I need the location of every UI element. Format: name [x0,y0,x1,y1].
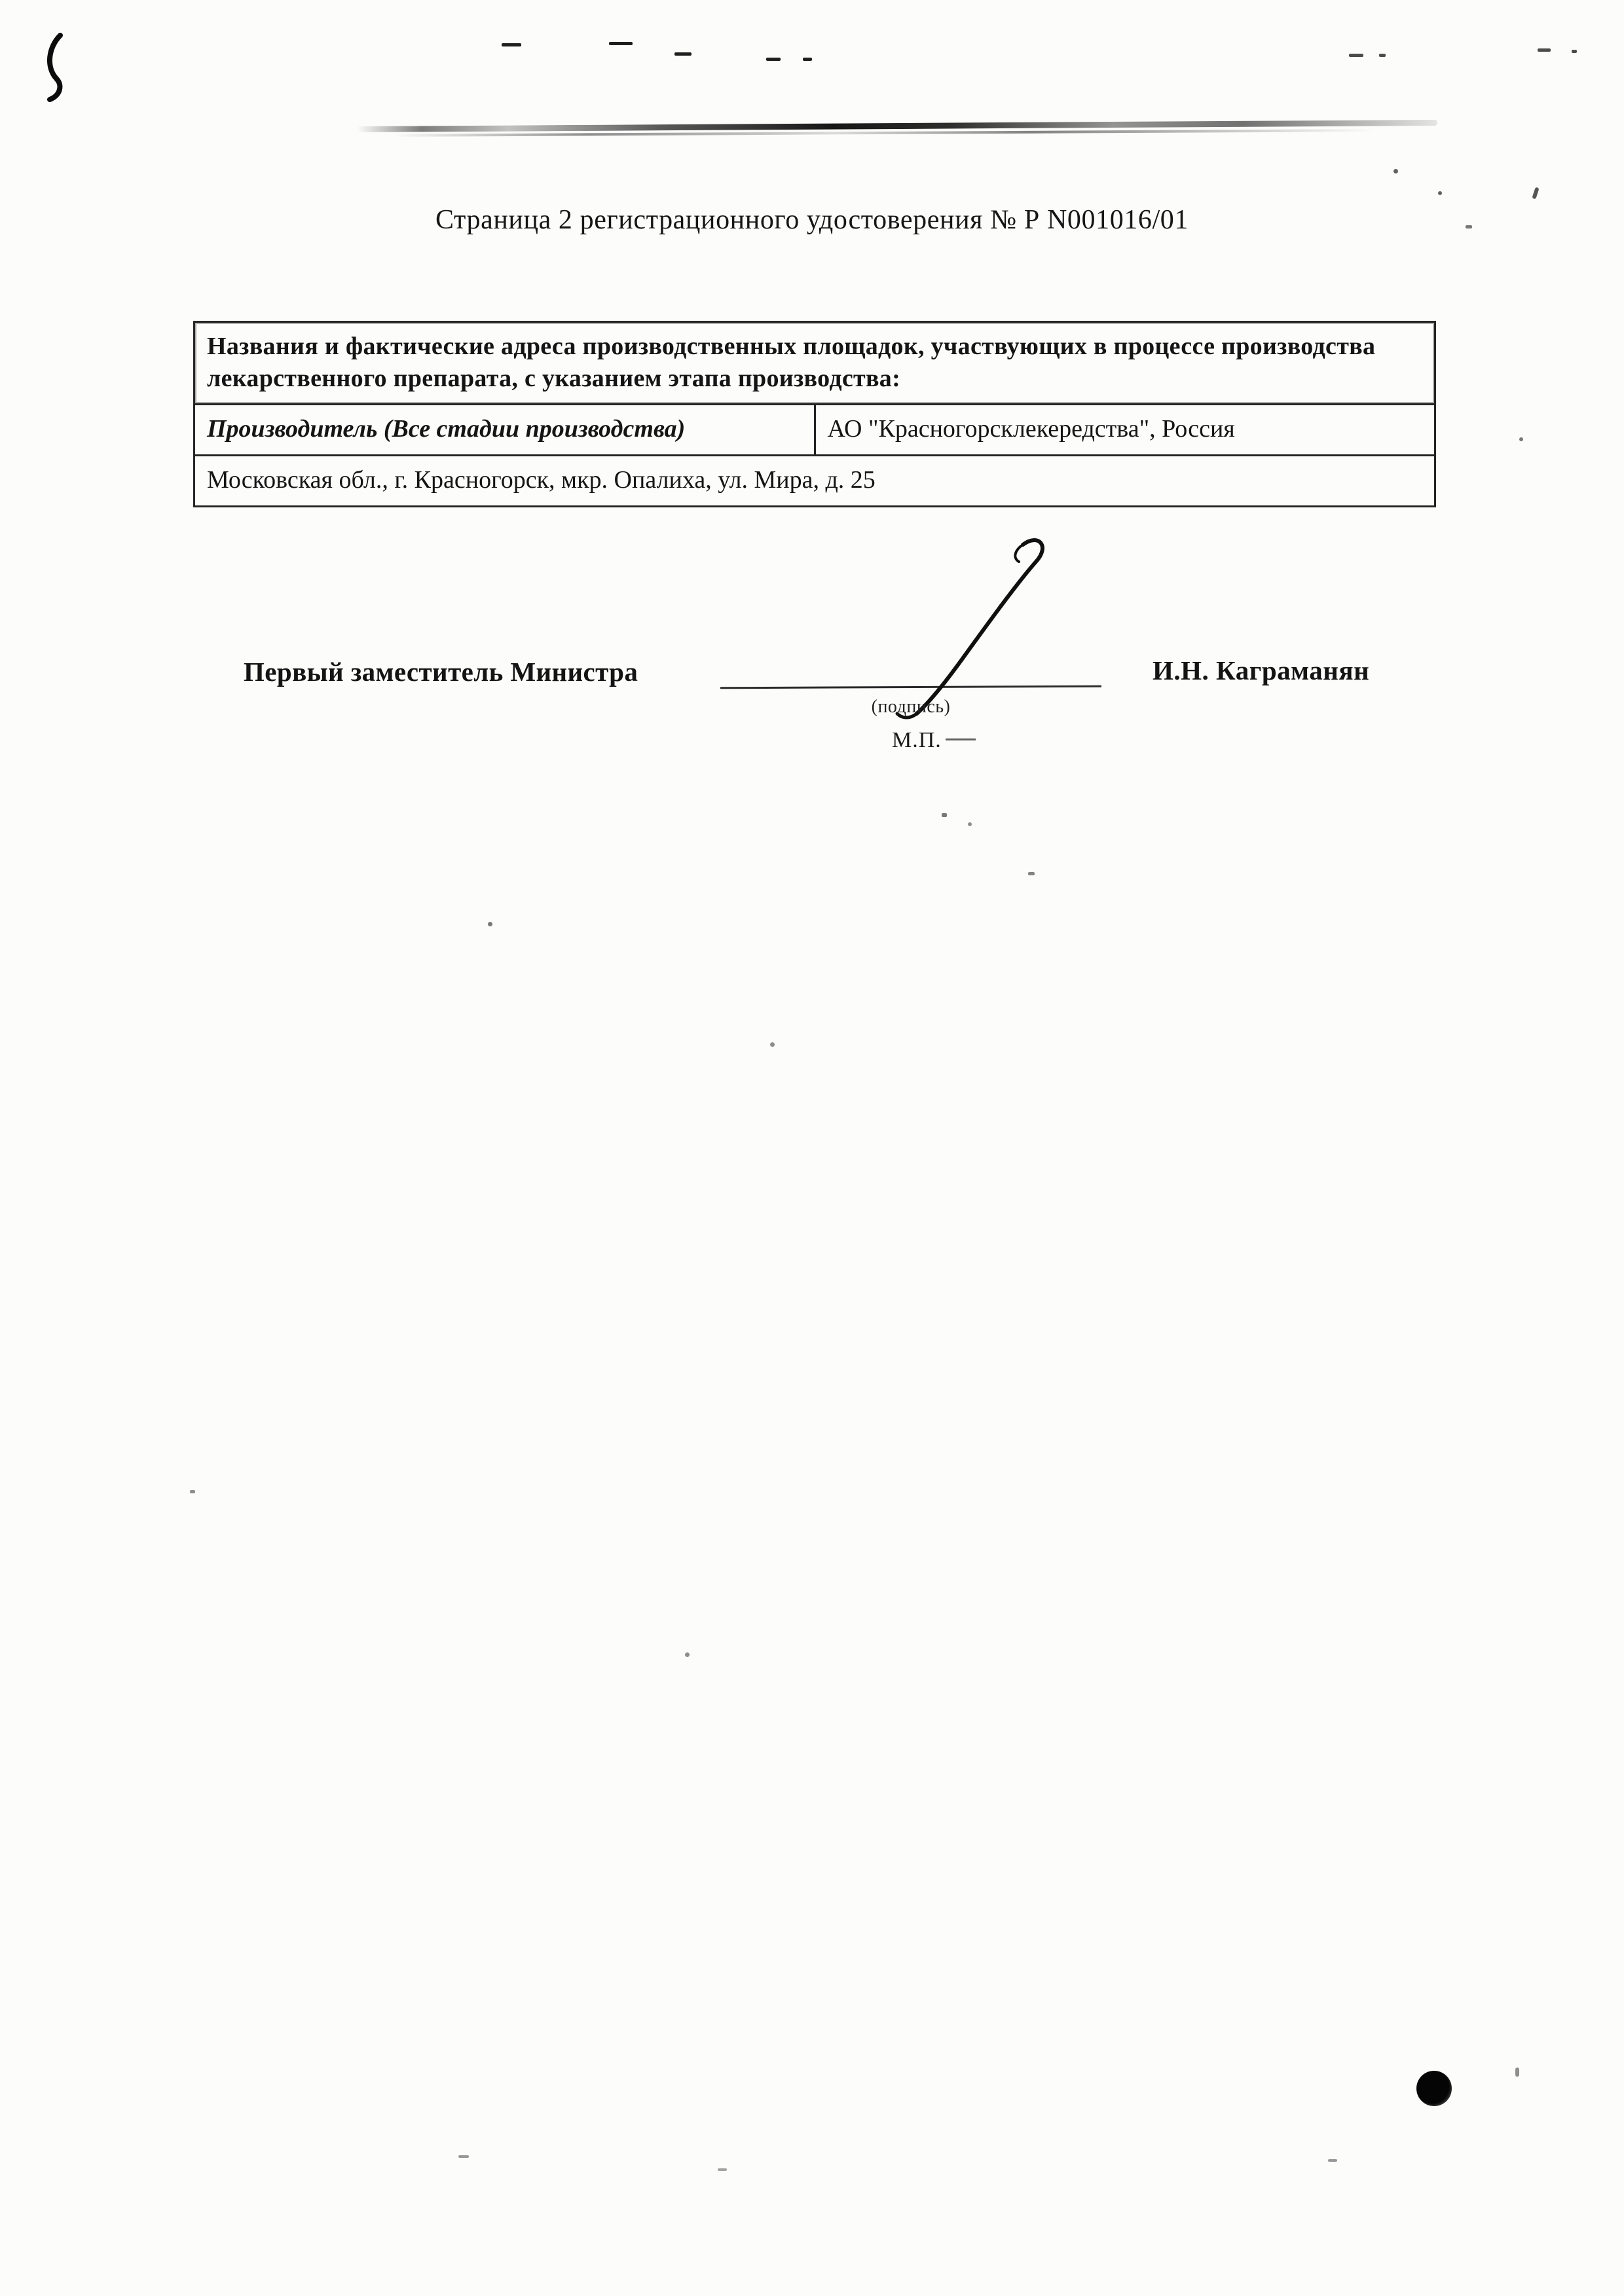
scan-speck [458,2155,469,2158]
scan-speck [718,2168,727,2171]
scan-speck [1572,50,1577,53]
scan-speck [803,58,812,61]
table-row [194,455,1435,506]
producer-address-cell: Московская обл., г. Красногорск, мкр. Опалиха, ул. Мира, д. 25 [194,455,1435,506]
table-header-cell: Названия и фактические адреса производственных площадок, участвующих в процессе производства лекарственного препарата, с указанием этапа производства: [194,322,1435,405]
signatory-role-label: Первый заместитель Министра [244,657,638,687]
scan-speck [1028,872,1035,875]
scan-speck [1519,437,1523,441]
scan-speck [488,922,492,926]
scan-speck [1393,169,1398,173]
scan-speck [1349,54,1363,57]
scan-ink-hook-mark [38,31,84,103]
scan-speck [766,58,781,61]
scan-speck [1379,54,1386,57]
scan-speck [1532,187,1539,200]
scan-speck [609,42,633,45]
scan-speck [190,1490,195,1493]
scan-speck [1328,2159,1337,2162]
scan-speck [685,1652,690,1657]
scan-speck [502,43,521,46]
producer-label-cell: Производитель (Все стадии производства) [194,405,815,456]
scan-speck [770,1042,775,1047]
scan-speck [1515,2068,1519,2077]
scan-speck [968,822,972,826]
signature-caption: (подпись) [871,697,951,717]
scan-speck [674,52,692,56]
table-row [194,322,1435,405]
page-title: Страница 2 регистрационного удостоверения № Р N001016/01 [435,205,1189,235]
table-row [194,405,1435,456]
scan-speck [942,813,947,817]
scan-speck [1438,191,1442,195]
producer-value-cell: АО "Красногорсклекередства", Россия [815,405,1435,456]
stamp-place-mark: М.П. [892,728,976,753]
production-sites-table [193,321,1436,507]
scan-speck [1538,48,1551,52]
signatory-name: И.Н. Каграманян [1153,655,1370,685]
scan-ink-dot [1416,2071,1452,2106]
